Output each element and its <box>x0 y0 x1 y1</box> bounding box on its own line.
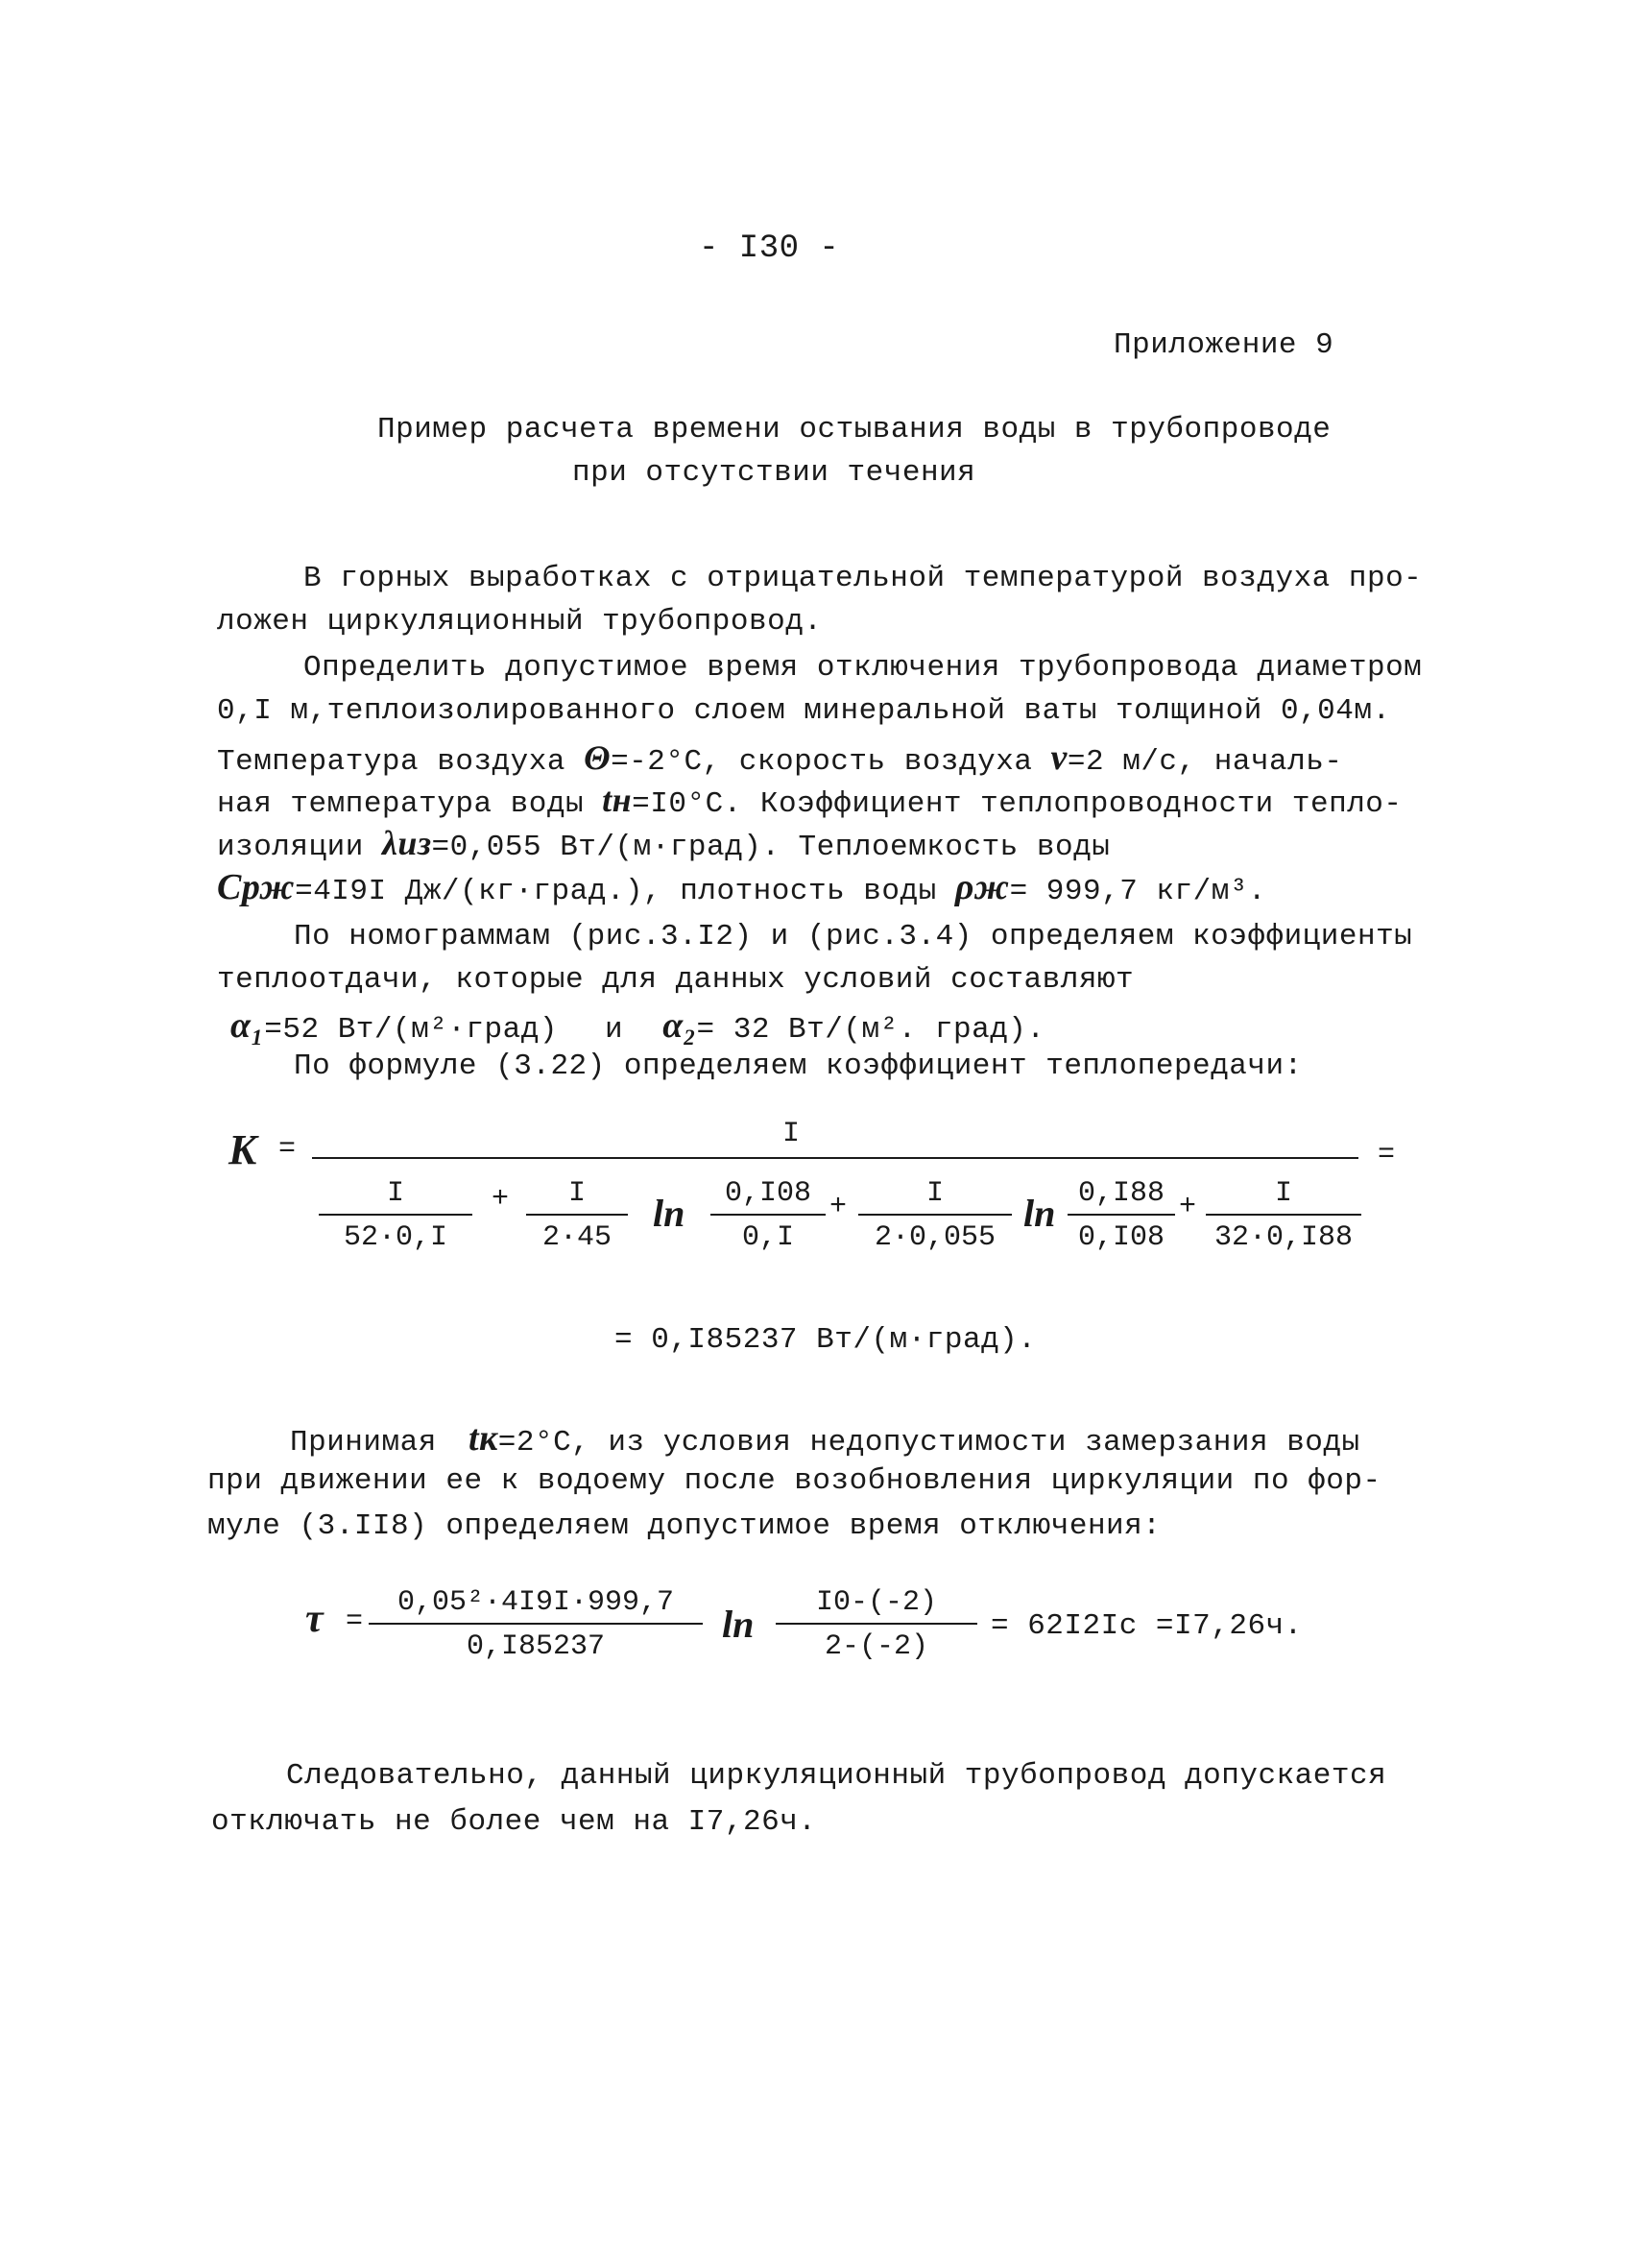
p1-line-1: В горных выработках с отрицательной температурой воздуха про- <box>303 562 1423 595</box>
p2-line-1: Определить допустимое время отключения трубопровода диаметром <box>303 651 1423 685</box>
lambda-symbol: λиз <box>381 824 432 862</box>
k-term-1-numerator: I <box>386 1177 404 1210</box>
title-line-2: при отсутствии течения <box>572 456 976 490</box>
p2-line-6 <box>217 866 1266 908</box>
k-ln-1-denominator: 0,I <box>741 1221 794 1254</box>
v-symbol: v <box>1050 737 1068 778</box>
theta-symbol: Θ <box>584 738 612 777</box>
k-term-4-numerator: I <box>1274 1177 1292 1210</box>
alpha1-symbol: α₁ <box>230 1005 265 1046</box>
k-term-4-denominator: 32·0,I88 <box>1213 1221 1354 1254</box>
p2-line-4 <box>217 780 1403 821</box>
p1-line-2: ложен циркуляционный трубопровод. <box>217 605 823 639</box>
p3-line-3 <box>230 1004 1045 1047</box>
p2-line-6-b: = 999,7 кг/м³. <box>1009 875 1267 908</box>
p2-line-4-a: ная температура воды <box>217 787 585 821</box>
k-equals: = <box>278 1133 297 1166</box>
k-term-1 <box>319 1177 472 1254</box>
k-term-3-numerator: I <box>925 1177 944 1210</box>
tn-symbol: tн <box>602 781 633 819</box>
p3-line-3-a: =52 Вт/(м²·град) <box>264 1013 558 1047</box>
k-ln-2: ln <box>1023 1192 1056 1235</box>
k-term-2-denominator: 2·45 <box>541 1221 612 1254</box>
p3-line-3-c: = 32 Вт/(м². град). <box>696 1013 1045 1047</box>
k-result: = 0,I85237 Вт/(м·град). <box>614 1323 1037 1357</box>
appendix-label: Приложение 9 <box>1114 328 1334 362</box>
k-ln-2-denominator: 0,I08 <box>1077 1221 1165 1254</box>
p2-line-5-a: изоляции <box>217 831 364 864</box>
c-intro-line-3: муле (3.II8) определяем допустимое время отключения: <box>207 1509 1162 1543</box>
k-ln-1-numerator: 0,I08 <box>724 1177 811 1210</box>
k-term-3-denominator: 2·0,055 <box>874 1221 997 1254</box>
p2-line-5 <box>217 823 1110 864</box>
k-ln-2-fraction <box>1068 1177 1175 1254</box>
alpha2-symbol: α₂ <box>662 1005 697 1046</box>
tau-ln: ln <box>722 1603 755 1646</box>
rho-symbol: ρж <box>954 867 1010 907</box>
p4-line-1: По формуле (3.22) определяем коэффициент теплопередачи: <box>294 1050 1303 1083</box>
k-plus-1: + <box>492 1183 510 1216</box>
tau-denominator: 0,I85237 <box>466 1630 606 1663</box>
p2-line-3-b: =-2°С, скорость воздуха <box>611 745 1033 779</box>
tau-numerator: 0,05²·4I9I·999,7 <box>396 1586 675 1619</box>
k-ln-1-fraction <box>710 1177 826 1254</box>
c-intro-line-1-a: Принимая <box>290 1426 437 1460</box>
conclusion-line-2: отключать не более чем на I7,26ч. <box>211 1805 817 1839</box>
c-intro-line-1-b: =2°С, из условия недопустимости замерзания воды <box>497 1426 1360 1460</box>
p2-line-4-b: =I0°С. Коэффициент теплопроводности тепло- <box>632 787 1403 821</box>
k-plus-2: + <box>829 1191 848 1223</box>
tau-ln-numerator: I0-(-2) <box>815 1586 938 1619</box>
k-plus-3: + <box>1179 1191 1197 1223</box>
k-ln-2-numerator: 0,I88 <box>1077 1177 1165 1210</box>
tau-ln-fraction <box>776 1586 977 1663</box>
c-intro-line-1 <box>290 1417 1360 1460</box>
k-term-2-numerator: I <box>567 1177 586 1210</box>
k-ln-1: ln <box>653 1192 685 1235</box>
tk-symbol: tк <box>468 1418 498 1459</box>
title-line-1: Пример расчета времени остывания воды в трубопроводе <box>377 413 1332 446</box>
cp-symbol: Cрж <box>217 867 296 907</box>
k-trailing-equals: = <box>1378 1139 1396 1171</box>
tau-result: = 62I2Iс =I7,26ч. <box>991 1609 1303 1643</box>
p2-line-3-a: Температура воздуха <box>217 745 565 779</box>
k-main-fraction-bar <box>312 1157 1358 1159</box>
p3-line-2: теплоотдачи, которые для данных условий составляют <box>217 963 1135 997</box>
p2-line-2: 0,I м,теплоизолированного слоем минеральной ваты толщиной 0,04м. <box>217 694 1391 728</box>
k-term-2 <box>526 1177 628 1254</box>
k-term-4 <box>1206 1177 1361 1254</box>
p3-line-3-b: и <box>605 1013 624 1047</box>
k-symbol: K <box>228 1126 257 1173</box>
tau-ln-denominator: 2-(-2) <box>824 1630 929 1663</box>
p2-line-3-c: =2 м/с, началь- <box>1067 745 1343 779</box>
tau-equals: = <box>346 1605 364 1638</box>
p2-line-5-b: =0,055 Вт/(м·град). Теплоемкость воды <box>431 831 1111 864</box>
k-top-numerator: I <box>782 1118 801 1150</box>
k-term-3 <box>858 1177 1012 1254</box>
tau-main-fraction <box>369 1586 703 1663</box>
tau-symbol: τ <box>305 1597 324 1641</box>
k-term-1-denominator: 52·0,I <box>343 1221 448 1254</box>
p2-line-6-a: =4I9I Дж/(кг·град.), плотность воды <box>295 875 937 908</box>
c-intro-line-2: при движении ее к водоему после возобновления циркуляции по фор- <box>207 1464 1381 1498</box>
p3-line-1: По номограммам (рис.3.I2) и (рис.3.4) определяем коэффициенты <box>294 920 1413 953</box>
conclusion-line-1: Следовательно, данный циркуляционный трубопровод допускается <box>286 1759 1387 1793</box>
page-number: - I30 - <box>699 230 840 267</box>
p2-line-3 <box>217 736 1342 779</box>
